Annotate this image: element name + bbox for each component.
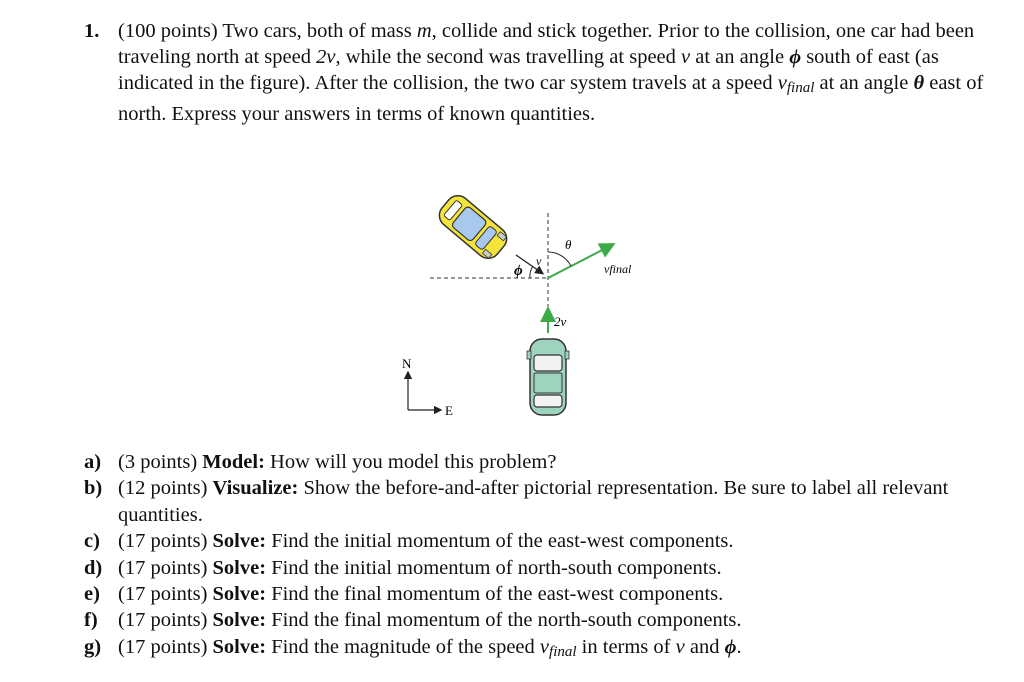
- parts-list: [84, 449, 984, 665]
- green-car-icon: [527, 339, 569, 415]
- theta-label: θ: [565, 237, 572, 252]
- problem-text: (100 points) Two cars, both of mass m, collide and stick together. Prior to the collision, one car had been traveling north at speed 2v, while the second was travelling at speed v at an angle ϕ south of east (as indicated in the figure). After the collision, the two car system travels at a speed $v_{final}$ at an angle θ east of north. Express your answers in terms of known quantities.: [118, 20, 984, 125]
- part-e: e) (17 points) Solve: Find the final momentum of the east-west components.: [84, 583, 724, 606]
- part-c: c) (17 points) Solve: Find the initial momentum of the east-west components.: [84, 530, 734, 553]
- vfinal-label: vfinal: [604, 262, 632, 276]
- phi-label: ϕ: [514, 263, 523, 279]
- part-d: d) (17 points) Solve: Find the initial momentum of north-south components.: [84, 556, 722, 579]
- two-v-label: 2v: [554, 314, 567, 329]
- part-b: b) (12 points) Visualize: Show the before-and-after pictorial representation. Be sure to label all relevant quantities.: [84, 477, 949, 526]
- vfinal-arrow: [548, 245, 612, 278]
- phi-angle-arc: [530, 266, 533, 278]
- problem-number: 1.: [84, 20, 100, 42]
- v-label: v: [536, 254, 542, 268]
- collision-diagram: [390, 185, 680, 435]
- part-a: a) (3 points) Model: How will you model this problem?: [84, 451, 557, 473]
- part-f: f) (17 points) Solve: Find the final momentum of the north-south components.: [84, 609, 742, 632]
- theta-angle-arc: [548, 252, 571, 266]
- problem-statement: [84, 18, 984, 127]
- part-g: g) (17 points) Solve: Find the magnitude of the speed $v_{final}$ in terms of v and ϕ.: [84, 635, 742, 660]
- collision-figure: [390, 185, 680, 435]
- compass-n-label: N: [402, 356, 412, 371]
- compass-e-label: E: [445, 403, 453, 418]
- yellow-car-icon: [434, 191, 511, 263]
